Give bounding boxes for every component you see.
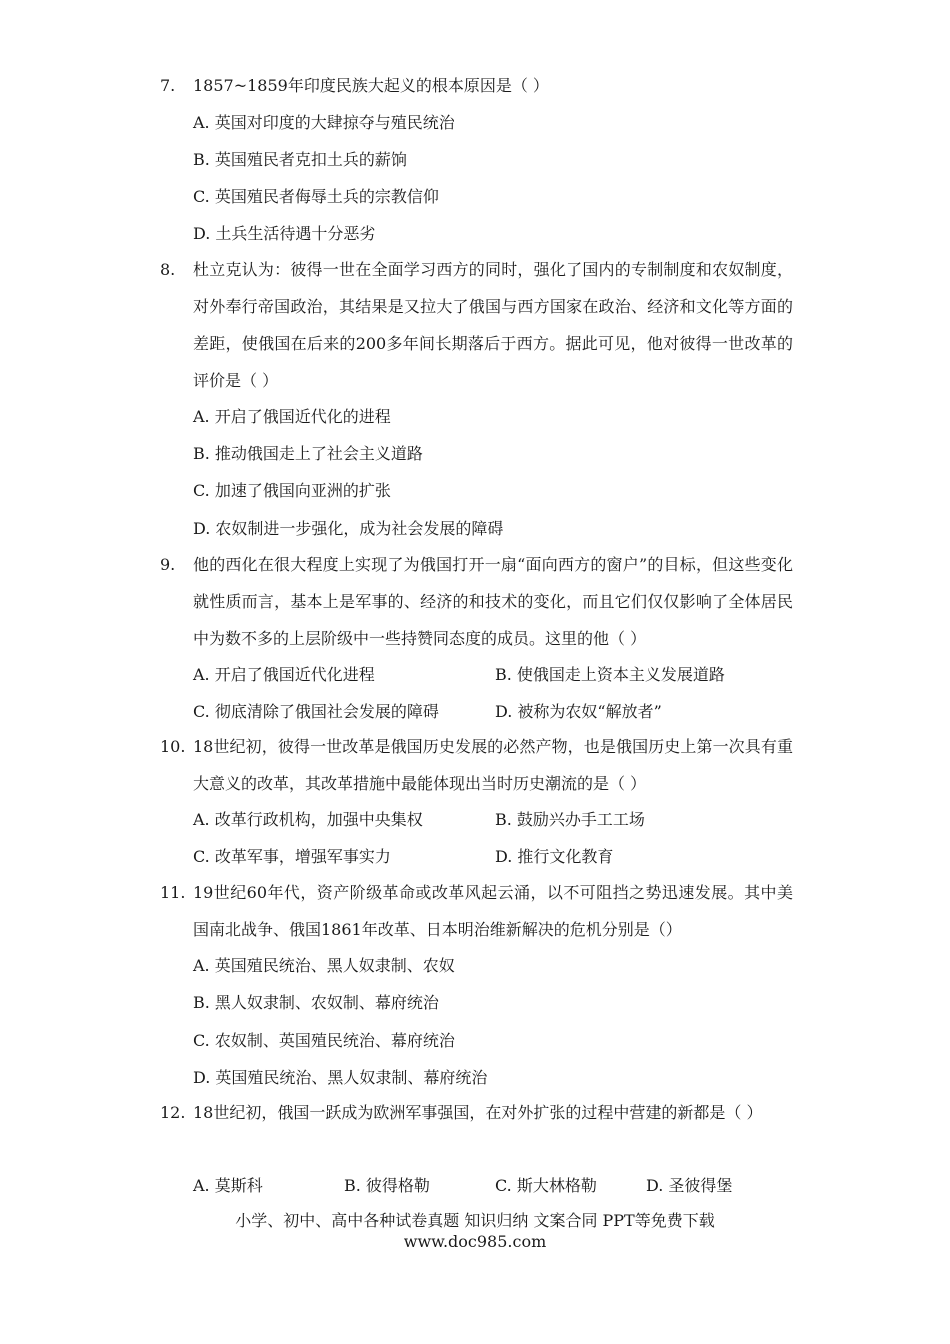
option-c: C. 英国殖民者侮辱土兵的宗教信仰 <box>193 187 439 206</box>
option-c: C. 加速了俄国向亚洲的扩张 <box>193 481 391 500</box>
option-b: B. 彼得格勒 <box>344 1176 430 1195</box>
option-d: D. 推行文化教育 <box>495 847 614 866</box>
question-stem: 他的西化在很大程度上实现了为俄国打开一扇“面向西方的窗户”的目标，但这些变化就性质而言，基本上是军事的、经济的和技术的变化，而且它们仅仅影响了全体居民中为数不多的上层阶级中一些持赞同态度的成员。这里的他（ ） <box>193 555 793 648</box>
question-stem: 18世纪初，俄国一跃成为欧洲军事强国，在对外扩张的过程中营建的新都是（ ） <box>193 1103 763 1122</box>
option-a: A. 莫斯科 <box>193 1176 263 1195</box>
option-b: B. 黑人奴隶制、农奴制、幕府统治 <box>193 993 439 1012</box>
option-d: D. 圣彼得堡 <box>646 1176 733 1195</box>
question-number: 8. <box>160 260 176 279</box>
option-a: A. 开启了俄国近代化的进程 <box>193 407 391 426</box>
question-number: 12. <box>160 1103 186 1122</box>
question-stem: 1857~1859年印度民族大起义的根本原因是（ ） <box>193 76 549 95</box>
question-number: 7. <box>160 76 176 95</box>
option-c: C. 彻底清除了俄国社会发展的障碍 <box>193 702 439 721</box>
option-a: A. 改革行政机构，加强中央集权 <box>193 810 423 829</box>
option-b: B. 使俄国走上资本主义发展道路 <box>495 665 725 684</box>
option-a: A. 开启了俄国近代化进程 <box>193 665 375 684</box>
question-number: 10. <box>160 737 186 756</box>
question-number: 11. <box>160 883 186 902</box>
question-number: 9. <box>160 555 176 574</box>
option-b: B. 推动俄国走上了社会主义道路 <box>193 444 423 463</box>
footer-website: www.doc985.com <box>403 1232 547 1251</box>
question-stem: 杜立克认为：彼得一世在全面学习西方的同时，强化了国内的专制制度和农奴制度，对外奉行帝国政治，其结果是又拉大了俄国与西方国家在政治、经济和文化等方面的差距，使俄国在后来的200多年间长期落后于西方。据此可见，他对彼得一世改革的评价是（ ） <box>193 260 793 390</box>
option-a: A. 英国殖民统治、黑人奴隶制、农奴 <box>193 956 455 975</box>
option-b: B. 英国殖民者克扣土兵的薪饷 <box>193 150 407 169</box>
option-c: C. 改革军事，增强军事实力 <box>193 847 391 866</box>
option-d: D. 英国殖民统治、黑人奴隶制、幕府统治 <box>193 1068 488 1087</box>
option-d: D. 土兵生活待遇十分恶劣 <box>193 224 376 243</box>
option-d: D. 农奴制进一步强化，成为社会发展的障碍 <box>193 519 504 538</box>
option-b: B. 鼓励兴办手工工场 <box>495 810 645 829</box>
question-stem: 18世纪初，彼得一世改革是俄国历史发展的必然产物，也是俄国历史上第一次具有重大意义的改革，其改革措施中最能体现出当时历史潮流的是（ ） <box>193 737 793 793</box>
option-c: C. 斯大林格勒 <box>495 1176 597 1195</box>
question-stem: 19世纪60年代，资产阶级革命或改革风起云涌，以不可阻挡之势迅速发展。其中美国南北战争、俄国1861年改革、日本明治维新解决的危机分别是（） <box>193 883 793 939</box>
option-d: D. 被称为农奴“解放者” <box>495 702 662 721</box>
option-c: C. 农奴制、英国殖民统治、幕府统治 <box>193 1031 455 1050</box>
option-a: A. 英国对印度的大肆掠夺与殖民统治 <box>193 113 455 132</box>
footer-promo-text: 小学、初中、高中各种试卷真题 知识归纳 文案合同 PPT等免费下载 <box>235 1211 715 1230</box>
